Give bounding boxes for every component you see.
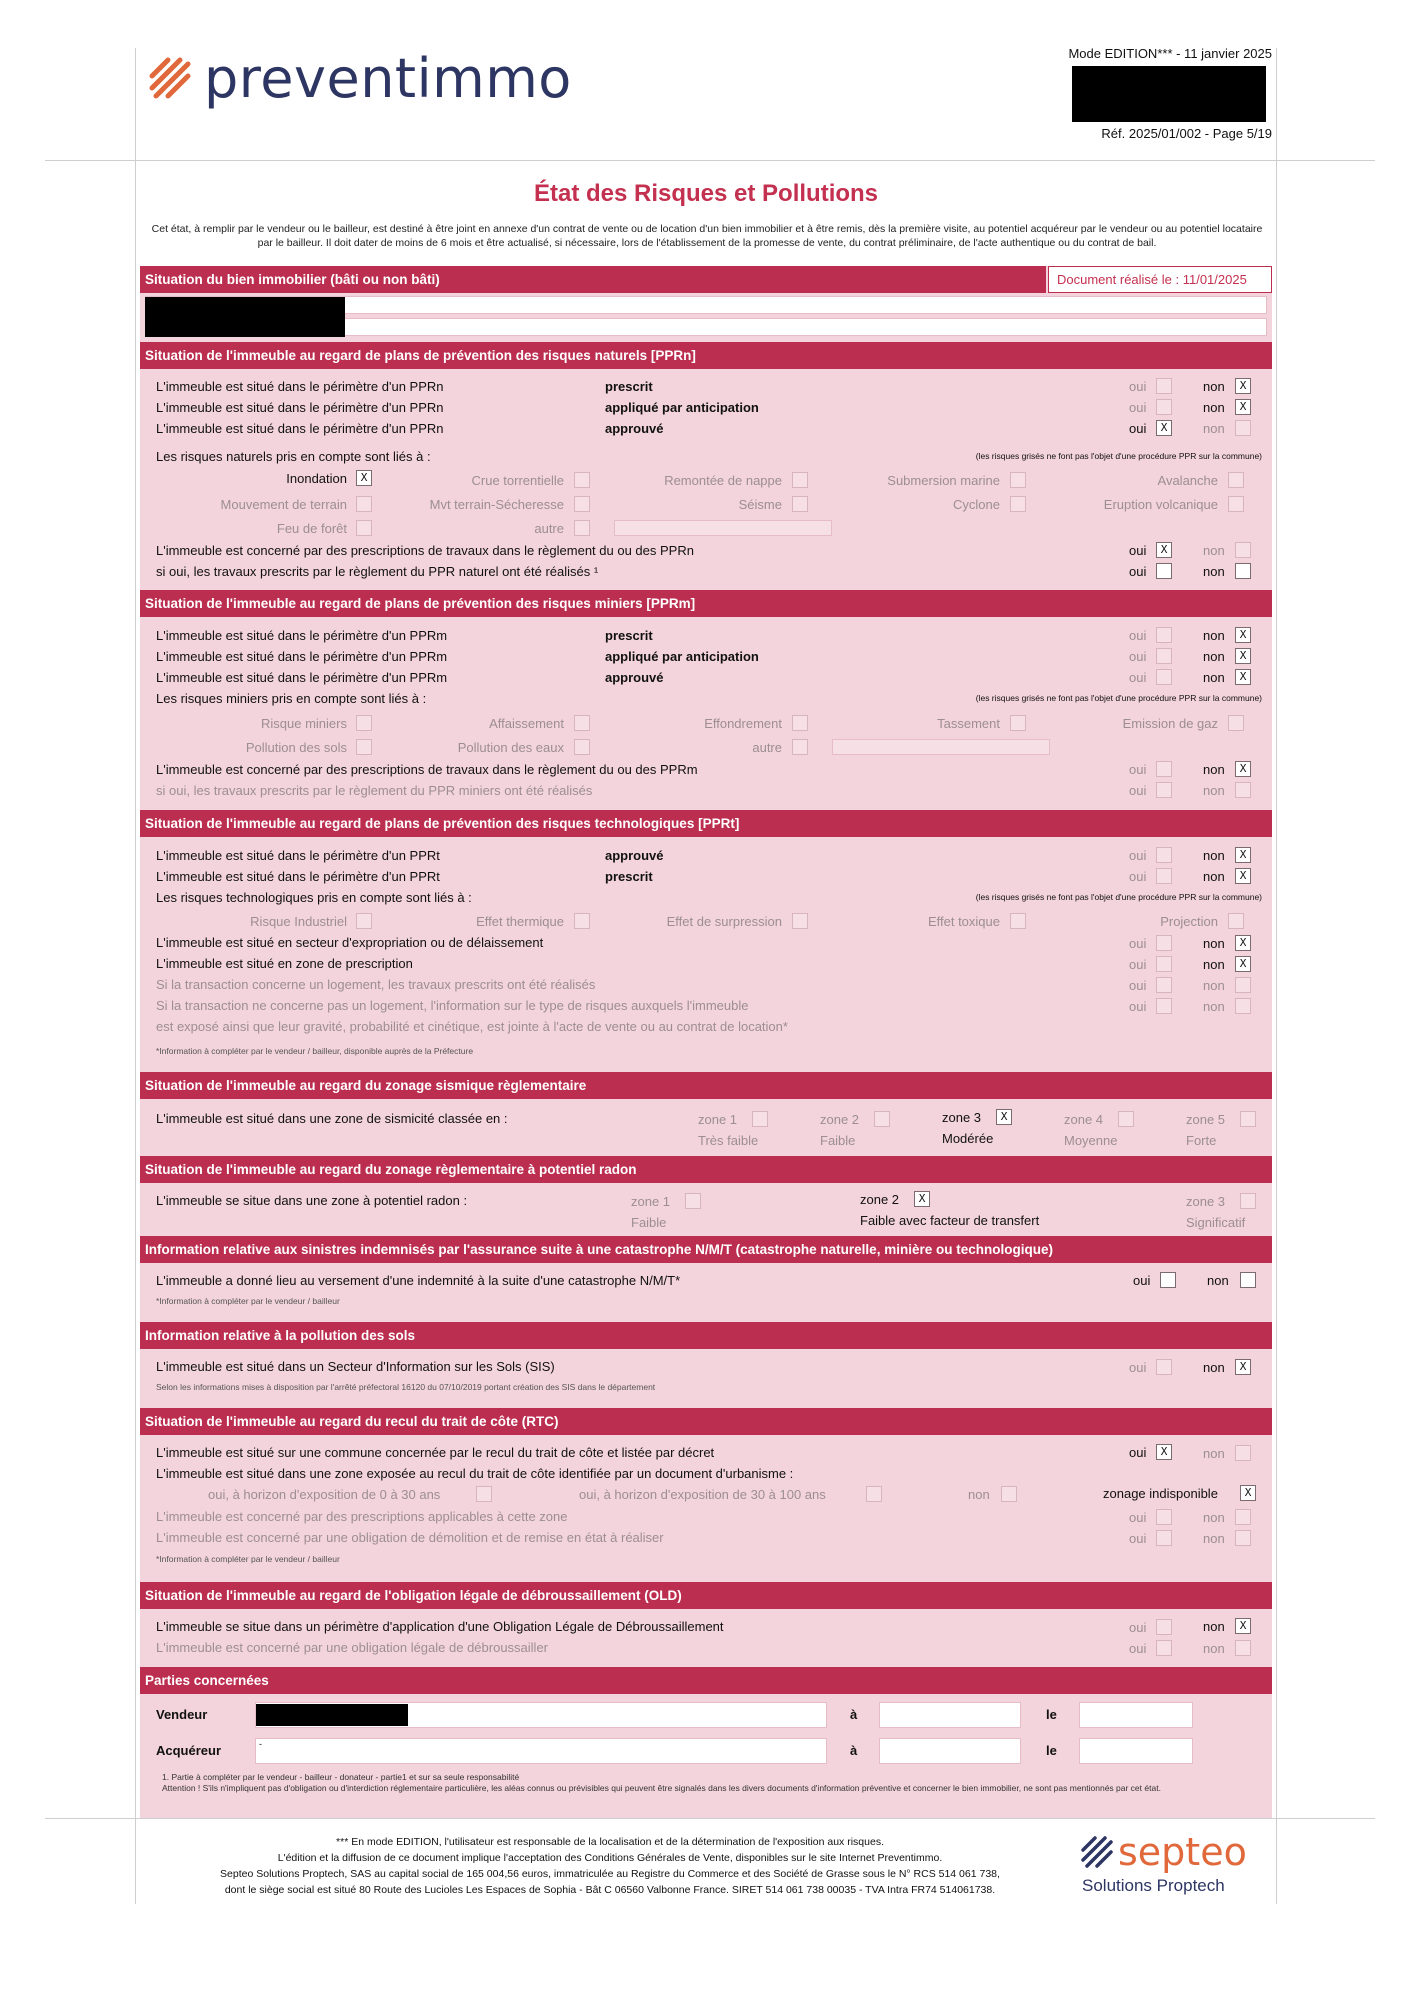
reference-line: Réf. 2025/01/002 - Page 5/19 (1101, 126, 1272, 141)
sols-non-label: non (1203, 1360, 1225, 1375)
rtc-note: *Information à compléter par le vendeur / bailleur (156, 1554, 340, 1564)
old-line-1: L'immeuble se situe dans un périmètre d'application d'une Obligation Légale de Débroussaillement (156, 1619, 724, 1634)
rtc-line1-non-checkbox[interactable] (1235, 1445, 1251, 1461)
old-line1-oui-label: oui (1129, 1620, 1147, 1635)
old-line2-non-label: non (1203, 1641, 1225, 1656)
pprn-non-checkbox-2[interactable]: X (1235, 399, 1251, 415)
risk-mouvement-label: Mouvement de terrain (220, 497, 347, 512)
sols-oui-label: oui (1129, 1360, 1147, 1375)
radon-zone-2: zone 2 (860, 1192, 900, 1207)
header-divider (45, 160, 1375, 161)
pprm-realises-oui-label: oui (1129, 783, 1147, 798)
pprt-logement-oui-checkbox[interactable] (1156, 977, 1172, 993)
pprt-oui-checkbox-2[interactable] (1156, 868, 1172, 884)
acquereur-le-label: le (1046, 1743, 1057, 1758)
pprt-oui-label-2: oui (1129, 869, 1147, 884)
pprm-realises-non-label: non (1203, 783, 1225, 798)
pprn-status-approuve: approuvé (605, 421, 664, 436)
mine-tassement-label: Tassement (937, 716, 1000, 731)
sols-note: Selon les informations mises à disposition par l'arrêté préfectoral 16120 du 07/10/2019 portant création des SIS dans le département (156, 1382, 656, 1392)
pprm-travaux-non-checkbox[interactable]: X (1235, 761, 1251, 777)
pprm-line-1: L'immeuble est situé dans le périmètre d'un PPRm (156, 628, 448, 643)
pprn-grisee-note: (les risques grisés ne font pas l'objet d'une procédure PPR sur la commune) (975, 451, 1262, 461)
pprm-realises-oui-checkbox[interactable] (1156, 782, 1172, 798)
right-margin-line (1276, 48, 1277, 1904)
pprt-prescription-non-label: non (1203, 957, 1225, 972)
tech-projection-checkbox[interactable] (1228, 913, 1244, 929)
rtc-opt-3-checkbox[interactable] (1001, 1486, 1017, 1502)
pprt-prescription-oui-label: oui (1129, 957, 1147, 972)
pprm-status-approuve: approuvé (605, 670, 664, 685)
section-sinistres-header: Information relative aux sinistres indemnisés par l'assurance suite à une catastrophe N/M/T (catastrophe naturelle, minière ou technologique) (140, 1236, 1272, 1263)
pprn-realises-non-checkbox[interactable] (1235, 563, 1251, 579)
sismique-zone-1: zone 1 (698, 1112, 738, 1127)
old-line2-non-checkbox[interactable] (1235, 1640, 1251, 1656)
rtc-opt-1-checkbox[interactable] (476, 1486, 492, 1502)
sismique-zone-2: zone 2 (820, 1112, 860, 1127)
septeo-logo (1080, 1830, 1270, 1896)
section-old-header: Situation de l'immeuble au regard de l'obligation légale de débroussaillement (OLD) (140, 1582, 1272, 1609)
pprt-non-logement-non-label: non (1203, 999, 1225, 1014)
pprm-non-label-2: non (1203, 649, 1225, 664)
septeo-sub: Solutions Proptech (1082, 1876, 1225, 1895)
old-line1-oui-checkbox[interactable] (1156, 1619, 1172, 1635)
tech-industriel-label: Risque Industriel (250, 914, 347, 929)
section-pprt-header: Situation de l'immeuble au regard de plans de prévention des risques technologiques [PPRt] (140, 810, 1272, 837)
pprn-non-label-2: non (1203, 400, 1225, 415)
pprt-non-checkbox-1[interactable]: X (1235, 847, 1251, 863)
mine-autre-checkbox[interactable] (792, 739, 808, 755)
sinistres-oui-label: oui (1133, 1273, 1151, 1288)
septeo-brand: septeo (1118, 1830, 1247, 1874)
risk-inondation-checkbox[interactable]: X (356, 470, 372, 486)
sismique-level-3: Modérée (942, 1131, 994, 1146)
mine-gaz-checkbox[interactable] (1228, 715, 1244, 731)
sismique-zone-5-checkbox[interactable] (1240, 1111, 1256, 1127)
mine-tassement-checkbox[interactable] (1010, 715, 1026, 731)
radon-zone-1-checkbox[interactable] (685, 1193, 701, 1209)
mine-gaz-label: Emission de gaz (1122, 716, 1218, 731)
pprn-status-prescrit: prescrit (605, 379, 653, 394)
pprn-risks-intro: Les risques naturels pris en compte sont liés à : (156, 449, 431, 464)
pprt-prescription: L'immeuble est situé en zone de prescription (156, 956, 413, 971)
pprm-non-checkbox-3[interactable]: X (1235, 669, 1251, 685)
pprm-status-prescrit: prescrit (605, 628, 653, 643)
radon-level-1: Faible (631, 1215, 667, 1230)
pprn-realises: si oui, les travaux prescrits par le règlement du PPR naturel ont été réalisés ¹ (156, 564, 599, 579)
radon-zone-1: zone 1 (631, 1194, 671, 1209)
section-sismique-header: Situation de l'immeuble au regard du zonage sismique règlementaire (140, 1072, 1272, 1099)
risk-autre-label: autre (534, 521, 564, 536)
radon-zone-3-checkbox[interactable] (1240, 1193, 1256, 1209)
pprn-oui-label-3: oui (1129, 421, 1147, 436)
rtc-opt-2-checkbox[interactable] (866, 1486, 882, 1502)
tech-surpression-label: Effet de surpression (666, 914, 782, 929)
parties-note-1: 1. Partie à compléter par le vendeur - bailleur - donateur - partie1 et sur sa seule responsabilité (162, 1772, 520, 1782)
risk-feu-checkbox[interactable] (356, 520, 372, 536)
pprt-non-logement-1: Si la transaction ne concerne pas un logement, l'information sur le type de risques auxquels l'immeuble (156, 998, 749, 1013)
pprn-line-3: L'immeuble est situé dans le périmètre d'un PPRn (156, 421, 444, 436)
acquereur-name-field[interactable] (255, 1738, 827, 1764)
rtc-line-1: L'immeuble est situé sur une commune concernée par le recul du trait de côte et listée par décret (156, 1445, 715, 1460)
pprt-status-approuve: approuvé (605, 848, 664, 863)
rtc-line4-non-checkbox[interactable] (1235, 1530, 1251, 1546)
acquereur-label: Acquéreur (156, 1743, 222, 1758)
redacted-vendeur (256, 1704, 408, 1726)
risk-submersion-checkbox[interactable] (1010, 472, 1026, 488)
risk-mouvement-checkbox[interactable] (356, 496, 372, 512)
redacted-address (145, 297, 345, 337)
radon-line: L'immeuble se situe dans une zone à potentiel radon : (156, 1193, 468, 1208)
sismique-zone-2-checkbox[interactable] (874, 1111, 890, 1127)
pprm-oui-label-1: oui (1129, 628, 1147, 643)
pprt-line-1: L'immeuble est situé dans le périmètre d'un PPRt (156, 848, 440, 863)
pprm-grisee-note: (les risques grisés ne font pas l'objet d'une procédure PPR sur la commune) (975, 693, 1262, 703)
pprn-travaux: L'immeuble est concerné par des prescriptions de travaux dans le règlement du ou des PPRn (156, 543, 694, 558)
pprn-travaux-non-label: non (1203, 543, 1225, 558)
sols-line: L'immeuble est situé dans un Secteur d'Information sur les Sols (SIS) (156, 1359, 555, 1374)
brand-name: preventimmo (204, 46, 572, 110)
pprm-non-checkbox-2[interactable]: X (1235, 648, 1251, 664)
septeo-stripes-icon (1080, 1835, 1114, 1869)
pprm-non-checkbox-1[interactable]: X (1235, 627, 1251, 643)
redacted-block (1072, 66, 1266, 122)
tech-thermique-label: Effet thermique (476, 914, 564, 929)
pprm-risks-intro: Les risques miniers pris en compte sont liés à : (156, 691, 427, 706)
rtc-line4-oui-checkbox[interactable] (1156, 1530, 1172, 1546)
risk-nappe-label: Remontée de nappe (664, 473, 782, 488)
sismique-level-2: Faible (820, 1133, 856, 1148)
pprt-non-logement-oui-label: oui (1129, 999, 1147, 1014)
pprm-oui-checkbox-1[interactable] (1156, 627, 1172, 643)
pprn-realises-oui-label: oui (1129, 564, 1147, 579)
acquereur-value: - (259, 1739, 262, 1749)
radon-level-3: Significatif (1186, 1215, 1246, 1230)
mine-pollution-sols-checkbox[interactable] (356, 739, 372, 755)
pprn-non-label-1: non (1203, 379, 1225, 394)
pprm-oui-checkbox-2[interactable] (1156, 648, 1172, 664)
intro-text: Cet état, à remplir par le vendeur ou le bailleur, est destiné à être joint en annexe d'un contrat de vente ou de location d'un bien immobilier et à être remis, dès la première visite, au potentiel acquéreur par le vendeur ou au potentiel locataire par le bailleur. Il doit dater de moins de 6 mois et être actualisé, si nécessaire, lors de l'établissement de la promesse de vente, du contrat préliminaire, de l'acte authentique ou du contrat de bail. (151, 223, 1263, 249)
sinistres-oui-checkbox[interactable] (1160, 1272, 1176, 1288)
pprt-logement-oui-label: oui (1129, 978, 1147, 993)
rtc-line3-non-checkbox[interactable] (1235, 1509, 1251, 1525)
pprt-grisee-note: (les risques grisés ne font pas l'objet d'une procédure PPR sur la commune) (975, 892, 1262, 902)
section-situation-header: Situation du bien immobilier (bâti ou non bâti) (140, 266, 1046, 293)
pprn-line-2: L'immeuble est situé dans le périmètre d'un PPRn (156, 400, 444, 415)
tech-toxique-checkbox[interactable] (1010, 913, 1026, 929)
mine-pollution-eaux-label: Pollution des eaux (457, 740, 564, 755)
stripes-icon (148, 56, 192, 100)
old-line2-oui-label: oui (1129, 1641, 1147, 1656)
risk-seisme-checkbox[interactable] (792, 496, 808, 512)
rtc-line3-oui-label: oui (1129, 1510, 1147, 1525)
old-line1-non-checkbox[interactable]: X (1235, 1618, 1251, 1634)
rtc-line1-oui-label: oui (1129, 1445, 1147, 1460)
pprt-note: *Information à compléter par le vendeur / bailleur, disponible auprès de la Préfecture (156, 1046, 474, 1056)
risk-submersion-label: Submersion marine (887, 473, 1000, 488)
mode-line: Mode EDITION*** - 11 janvier 2025 (1068, 46, 1272, 61)
risk-feu-label: Feu de forêt (276, 521, 347, 536)
section-rtc-header: Situation de l'immeuble au regard du recul du trait de côte (RTC) (140, 1408, 1272, 1435)
pprn-oui-checkbox-3[interactable]: X (1156, 420, 1172, 436)
sinistres-non-checkbox[interactable] (1240, 1272, 1256, 1288)
sols-non-checkbox[interactable]: X (1235, 1359, 1251, 1375)
pprt-status-prescrit: prescrit (605, 869, 653, 884)
mine-risque-label: Risque miniers (261, 716, 347, 731)
old-line2-oui-checkbox[interactable] (1156, 1640, 1172, 1656)
mine-pollution-sols-label: Pollution des sols (245, 740, 347, 755)
pprt-non-logement-2: est exposé ainsi que leur gravité, probabilité et cinétique, est jointe à l'acte de vente ou au contrat de location* (156, 1019, 788, 1034)
risk-cyclone-label: Cyclone (953, 497, 1000, 512)
pprt-non-logement-non-checkbox[interactable] (1235, 998, 1251, 1014)
mine-affaissement-checkbox[interactable] (574, 715, 590, 731)
radon-zone-3: zone 3 (1186, 1194, 1226, 1209)
section-pprn-header: Situation de l'immeuble au regard de plans de prévention des risques naturels [PPRn] (140, 342, 1272, 369)
rtc-opt-1: oui, à horizon d'exposition de 0 à 30 ans (208, 1487, 441, 1502)
risk-eruption-checkbox[interactable] (1228, 496, 1244, 512)
risk-inondation-label: Inondation (286, 471, 347, 486)
pprn-realises-non-label: non (1203, 564, 1225, 579)
pprt-expro-non-checkbox[interactable]: X (1235, 935, 1251, 951)
pprt-prescription-non-checkbox[interactable]: X (1235, 956, 1251, 972)
mine-affaissement-label: Affaissement (489, 716, 564, 731)
radon-level-2: Faible avec facteur de transfert (860, 1213, 1040, 1228)
section-pprm-header: Situation de l'immeuble au regard de plans de prévention des risques miniers [PPRm] (140, 590, 1272, 617)
pprt-logement-non-label: non (1203, 978, 1225, 993)
pprn-oui-label-2: oui (1129, 400, 1147, 415)
pprt-prescription-oui-checkbox[interactable] (1156, 956, 1172, 972)
vendeur-label: Vendeur (156, 1707, 208, 1722)
pprm-travaux: L'immeuble est concerné par des prescriptions de travaux dans le règlement du ou des PPRm (156, 762, 698, 777)
sinistres-note: *Information à compléter par le vendeur / bailleur (156, 1296, 340, 1306)
document-date: Document réalisé le : 11/01/2025 (1048, 266, 1272, 293)
pprt-expro-oui-checkbox[interactable] (1156, 935, 1172, 951)
pprn-travaux-oui-label: oui (1129, 543, 1147, 558)
risk-crue-label: Crue torrentielle (471, 473, 564, 488)
section-radon-header: Situation de l'immeuble au regard du zonage règlementaire à potentiel radon (140, 1156, 1272, 1183)
pprt-risks-intro: Les risques technologiques pris en compte sont liés à : (156, 890, 472, 905)
sismique-zone-3-checkbox[interactable]: X (996, 1109, 1012, 1125)
left-margin-line (135, 48, 136, 1904)
mine-autre-field[interactable] (832, 739, 1050, 755)
risk-nappe-checkbox[interactable] (792, 472, 808, 488)
sismique-zone-1-checkbox[interactable] (752, 1111, 768, 1127)
pprn-oui-checkbox-2[interactable] (1156, 399, 1172, 415)
sols-oui-checkbox[interactable] (1156, 1359, 1172, 1375)
pprt-expro: L'immeuble est situé en secteur d'expropriation ou de délaissement (156, 935, 544, 950)
mine-pollution-eaux-checkbox[interactable] (574, 739, 590, 755)
acquereur-place-field[interactable] (879, 1738, 1021, 1764)
mine-effondrement-label: Effondrement (704, 716, 782, 731)
pprm-status-anticipation: appliqué par anticipation (605, 649, 759, 664)
pprn-non-checkbox-1[interactable]: X (1235, 378, 1251, 394)
sismique-level-4: Moyenne (1064, 1133, 1118, 1148)
tech-thermique-checkbox[interactable] (574, 913, 590, 929)
sinistres-line: L'immeuble a donné lieu au versement d'une indemnité à la suite d'une catastrophe N/M/T* (156, 1273, 681, 1288)
rtc-line-3: L'immeuble est concerné par des prescriptions applicables à cette zone (156, 1509, 568, 1524)
sismique-level-1: Très faible (698, 1133, 759, 1148)
sismique-zone-5: zone 5 (1186, 1112, 1226, 1127)
rtc-line4-oui-label: oui (1129, 1531, 1147, 1546)
sismique-level-5: Forte (1186, 1133, 1217, 1148)
preventimmo-logo (148, 48, 572, 108)
risk-eruption-label: Eruption volcanique (1103, 497, 1218, 512)
pprt-non-label-1: non (1203, 848, 1225, 863)
pprt-non-checkbox-2[interactable]: X (1235, 868, 1251, 884)
acquereur-a-label: à (850, 1743, 858, 1758)
vendeur-place-field[interactable] (879, 1702, 1021, 1728)
pprt-expro-oui-label: oui (1129, 936, 1147, 951)
pprm-oui-checkbox-3[interactable] (1156, 669, 1172, 685)
vendeur-a-label: à (850, 1707, 858, 1722)
rtc-line-2: L'immeuble est situé dans une zone exposée au recul du trait de côte identifiée par un document d'urbanisme : (156, 1466, 794, 1481)
old-line-2: L'immeuble est concerné par une obligation légale de débroussailler (156, 1640, 549, 1655)
pprt-non-label-2: non (1203, 869, 1225, 884)
rtc-line1-non-label: non (1203, 1446, 1225, 1461)
footer-text (140, 1834, 1080, 1898)
pprm-realises: si oui, les travaux prescrits par le règlement du PPR miniers ont été réalisés (156, 783, 593, 798)
pprn-realises-oui-checkbox[interactable] (1156, 563, 1172, 579)
rtc-opt-3: non (968, 1487, 990, 1502)
footer-line-1: *** En mode EDITION, l'utilisateur est responsable de la localisation et de la détermination de l'exposition aux risques. (336, 1836, 884, 1848)
pprn-status-anticipation: appliqué par anticipation (605, 400, 759, 415)
pprm-line-2: L'immeuble est situé dans le périmètre d'un PPRm (156, 649, 448, 664)
pprm-travaux-oui-label: oui (1129, 762, 1147, 777)
risk-autre-checkbox[interactable] (574, 520, 590, 536)
vendeur-date-field[interactable] (1079, 1702, 1193, 1728)
footer-line-4: dont le siège social est situé 80 Route des Lucioles Les Espaces de Sophia - Bât C 06560 Valbonne France. SIRET 514 061 738 00035 - TVA Intra FR74 514061738. (224, 1884, 996, 1896)
pprt-expro-non-label: non (1203, 936, 1225, 951)
pprt-logement: Si la transaction concerne un logement, les travaux prescrits ont été réalisés (156, 977, 596, 992)
pprm-travaux-oui-checkbox[interactable] (1156, 761, 1172, 777)
rtc-opt-2: oui, à horizon d'exposition de 30 à 100 ans (579, 1487, 826, 1502)
pprm-travaux-non-label: non (1203, 762, 1225, 777)
tech-industriel-checkbox[interactable] (356, 913, 372, 929)
rtc-line3-non-label: non (1203, 1510, 1225, 1525)
pprm-realises-non-checkbox[interactable] (1235, 782, 1251, 798)
mine-effondrement-checkbox[interactable] (792, 715, 808, 731)
pprt-line-2: L'immeuble est situé dans le périmètre d'un PPRt (156, 869, 440, 884)
footer-line-2: L'édition et la diffusion de ce document implique l'acceptation des Conditions Générales de Vente, disponibles sur le site Internet Preventimmo. (277, 1852, 943, 1864)
risk-autre-field[interactable] (614, 520, 832, 536)
acquereur-date-field[interactable] (1079, 1738, 1193, 1764)
pprm-oui-label-3: oui (1129, 670, 1147, 685)
rtc-opt-4: zonage indisponible (1103, 1486, 1218, 1501)
pprn-travaux-non-checkbox[interactable] (1235, 542, 1251, 558)
section-parties-header: Parties concernées (140, 1667, 1272, 1694)
pprm-non-label-3: non (1203, 670, 1225, 685)
footer-line-3: Septeo Solutions Proptech, SAS au capital social de 165 004,56 euros, immatriculée au Registre du Commerce et des Société de Grasse sous le N° RCS 514 061 738, (220, 1868, 1000, 1880)
pprn-oui-label-1: oui (1129, 379, 1147, 394)
pprn-non-label-3: non (1203, 421, 1225, 436)
footer-divider (45, 1818, 1375, 1819)
parties-notes (162, 1772, 1238, 1794)
pprm-non-label-1: non (1203, 628, 1225, 643)
rtc-line1-oui-checkbox[interactable]: X (1156, 1444, 1172, 1460)
radon-zone-2-checkbox[interactable]: X (914, 1191, 930, 1207)
page-title: État des Risques et Pollutions (533, 180, 879, 207)
risk-cyclone-checkbox[interactable] (1010, 496, 1026, 512)
risk-secheresse-label: Mvt terrain-Sécheresse (429, 497, 564, 512)
rtc-line3-oui-checkbox[interactable] (1156, 1509, 1172, 1525)
mine-risque-checkbox[interactable] (356, 715, 372, 731)
pprn-oui-checkbox-1[interactable] (1156, 378, 1172, 394)
risk-crue-checkbox[interactable] (574, 472, 590, 488)
vendeur-le-label: le (1046, 1707, 1057, 1722)
tech-toxique-label: Effet toxique (927, 914, 1000, 929)
pprn-travaux-oui-checkbox[interactable]: X (1156, 542, 1172, 558)
pprt-logement-non-checkbox[interactable] (1235, 977, 1251, 993)
sismique-zone-4: zone 4 (1064, 1112, 1104, 1127)
risk-avalanche-checkbox[interactable] (1228, 472, 1244, 488)
parties-note-2: Attention ! S'ils n'impliquent pas d'obligation ou d'interdiction réglementaire particulière, les aléas connus ou prévisibles qui peuvent être signalés dans les divers documents d'information préventive et concerner le bien immobilier, ne sont pas mentionnés par cet état. (162, 1783, 1161, 1793)
sinistres-non-label: non (1207, 1273, 1229, 1288)
rtc-opt-4-checkbox[interactable]: X (1240, 1485, 1256, 1501)
pprt-oui-label-1: oui (1129, 848, 1147, 863)
mine-autre-label: autre (752, 740, 782, 755)
risk-secheresse-checkbox[interactable] (574, 496, 590, 512)
section-sols-header: Information relative à la pollution des sols (140, 1322, 1272, 1349)
pprn-line-1: L'immeuble est situé dans le périmètre d'un PPRn (156, 379, 444, 394)
sismique-line: L'immeuble est situé dans une zone de sismicité classée en : (156, 1111, 508, 1126)
sismique-zone-3: zone 3 (942, 1110, 982, 1125)
rtc-line4-non-label: non (1203, 1531, 1225, 1546)
pprm-oui-label-2: oui (1129, 649, 1147, 664)
pprt-oui-checkbox-1[interactable] (1156, 847, 1172, 863)
risk-avalanche-label: Avalanche (1157, 473, 1218, 488)
risk-seisme-label: Séisme (738, 497, 782, 512)
rtc-line-4: L'immeuble est concerné par une obligation de démolition et de remise en état à réaliser (156, 1530, 664, 1545)
tech-surpression-checkbox[interactable] (792, 913, 808, 929)
pprm-line-3: L'immeuble est situé dans le périmètre d'un PPRm (156, 670, 448, 685)
tech-projection-label: Projection (1160, 914, 1218, 929)
pprn-non-checkbox-3[interactable] (1235, 420, 1251, 436)
old-line1-non-label: non (1203, 1619, 1225, 1634)
sismique-zone-4-checkbox[interactable] (1118, 1111, 1134, 1127)
pprt-non-logement-oui-checkbox[interactable] (1156, 998, 1172, 1014)
